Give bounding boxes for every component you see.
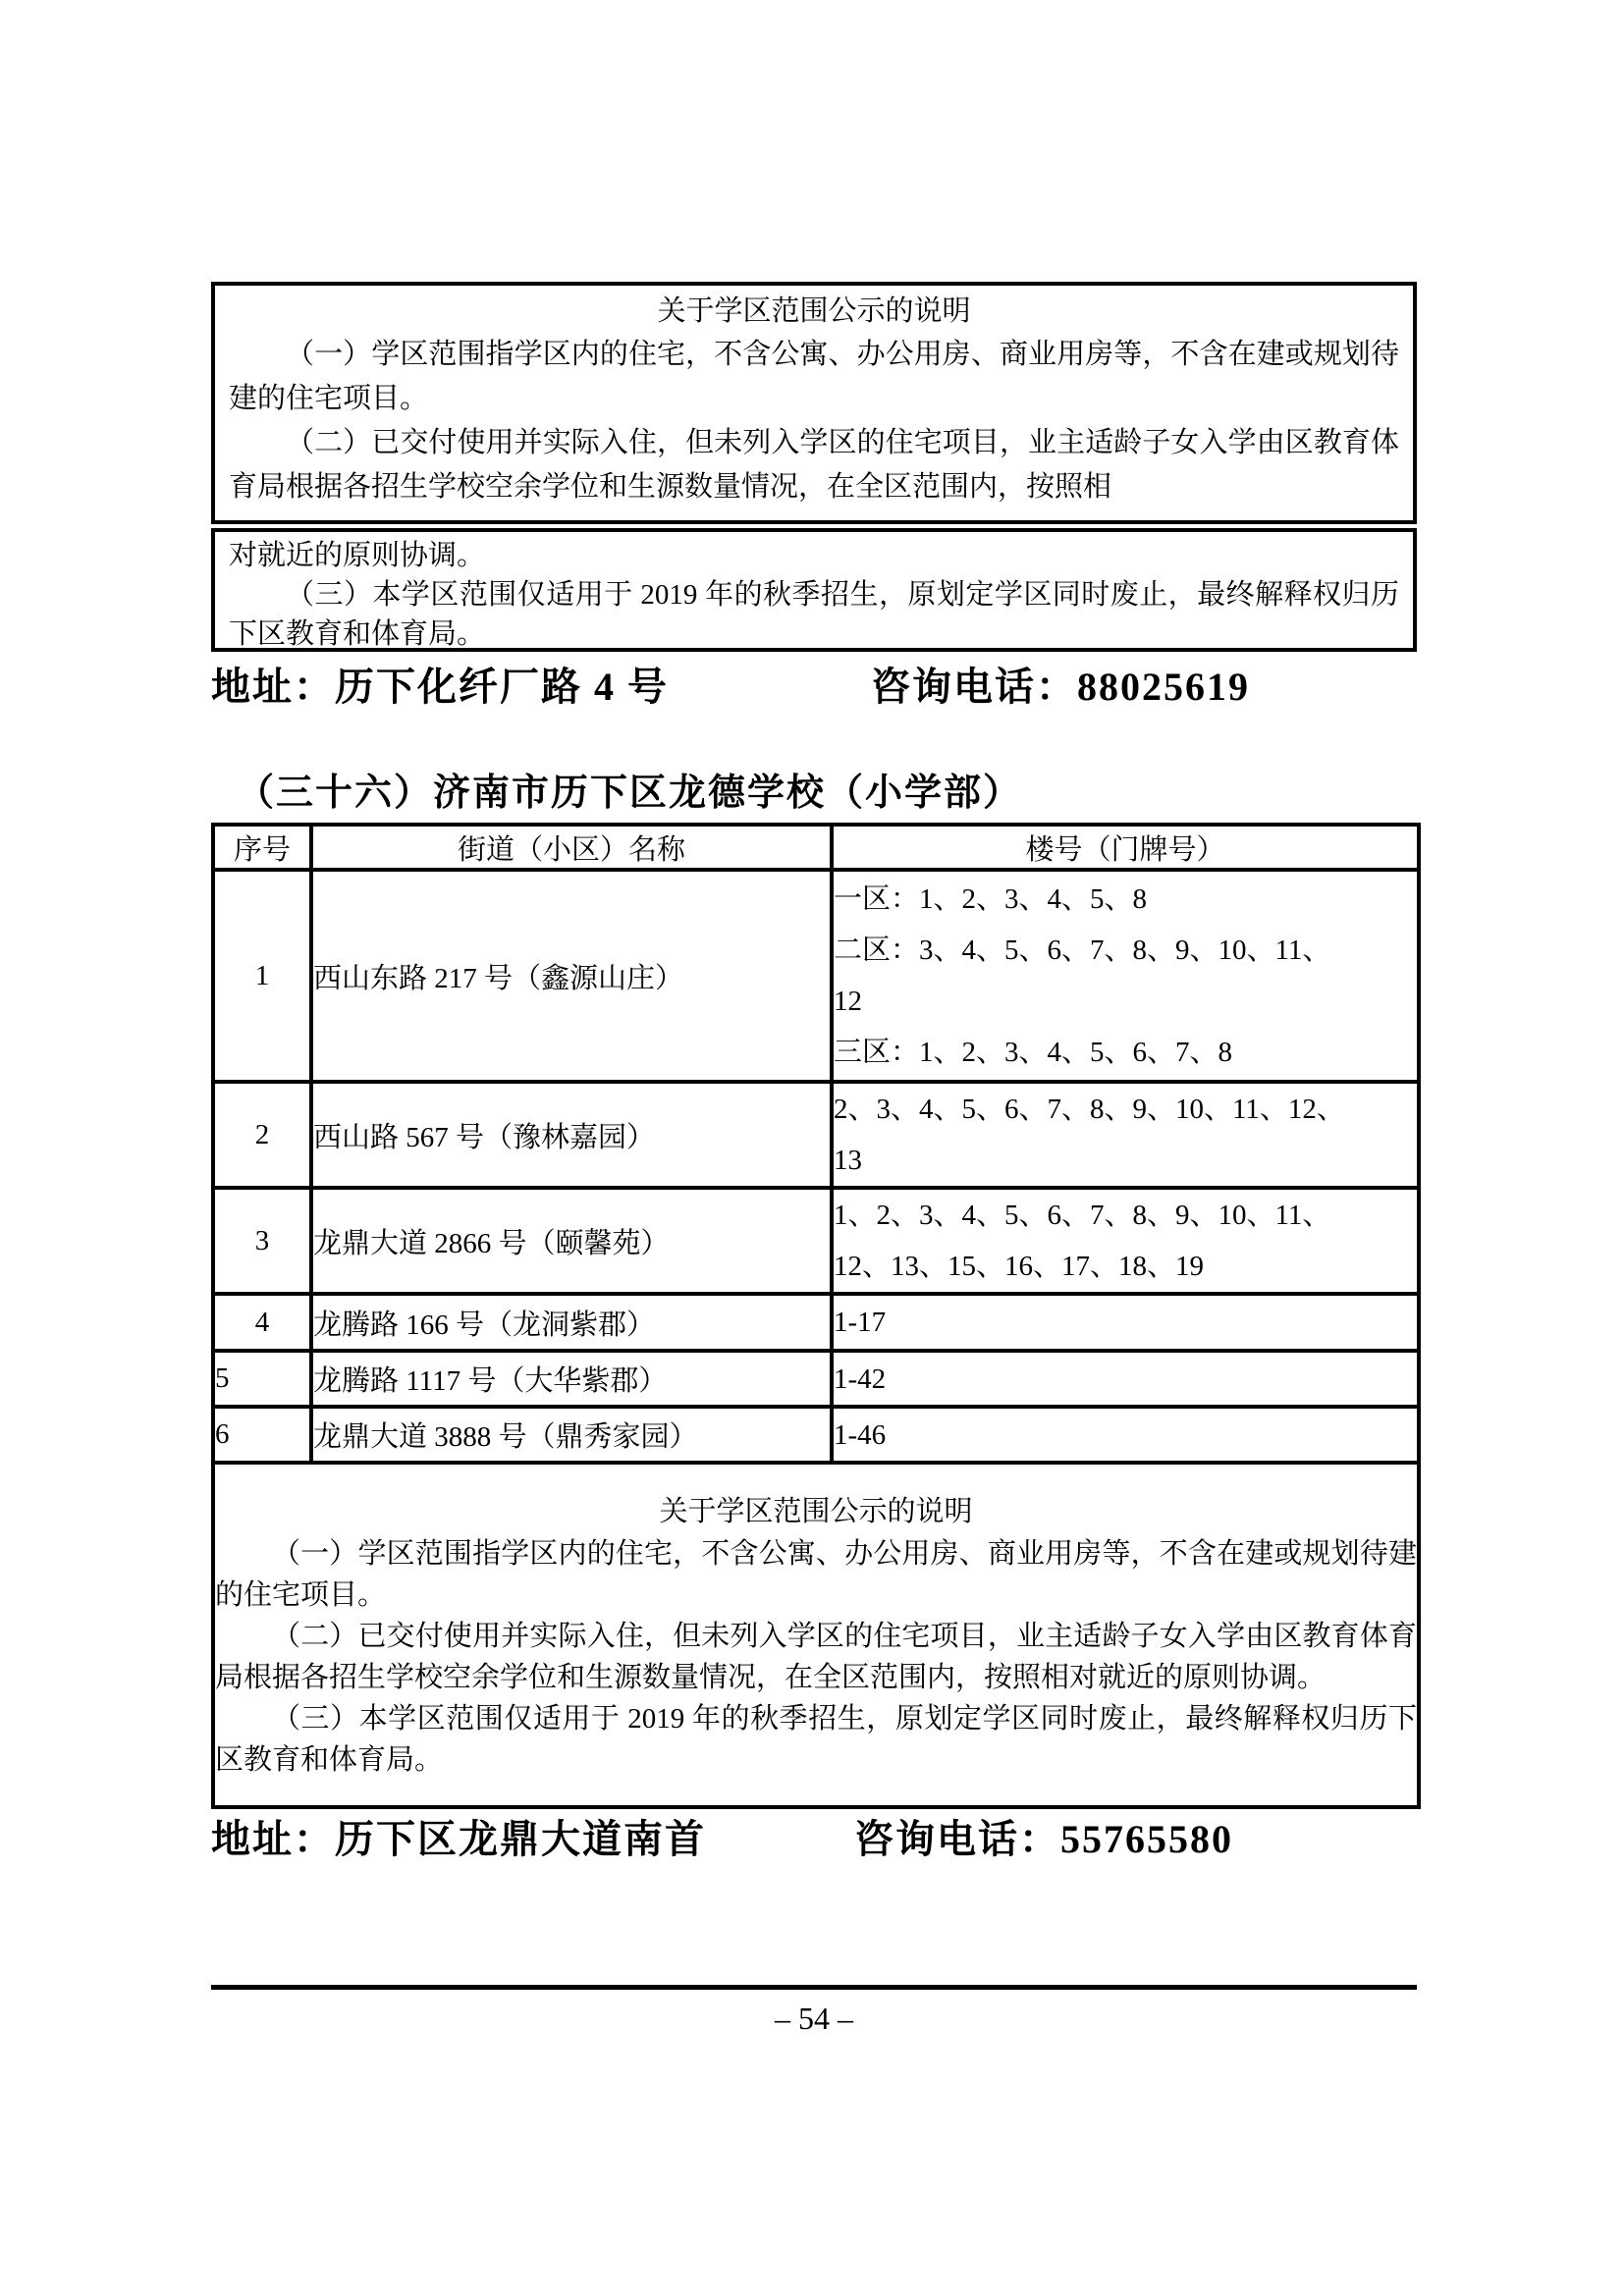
- buildings-line: 12: [834, 986, 862, 1017]
- buildings-line: 1-46: [834, 1418, 887, 1451]
- row-buildings: [832, 1294, 1419, 1351]
- table-row: [213, 1082, 1419, 1188]
- table-row: [213, 1351, 1419, 1407]
- notice-para-3: （三）本学区范围仅适用于 2019 年的秋季招生，原划定学区同时废止，最终解释权归历下区教育和体育局。: [215, 1702, 1417, 1776]
- row-buildings: [832, 1082, 1419, 1188]
- notice-para-1: （一）学区范围指学区内的住宅，不含公寓、办公用房、商业用房等，不含在建或规划待建的住宅项目。: [215, 1537, 1417, 1611]
- notice-box-top-continued: [211, 528, 1417, 652]
- buildings-line: 1、2、3、4、5、6、7、8、9、10、11、: [834, 1200, 1331, 1231]
- address-label: 地址：历下化纤厂路 4 号: [211, 665, 669, 709]
- row-no: 5: [213, 1351, 311, 1407]
- table-row: [213, 1407, 1419, 1463]
- address-label: 地址：历下区龙鼎大道南首: [211, 1817, 706, 1861]
- buildings-line: 13: [834, 1145, 862, 1176]
- address-value: 历下化纤厂路 4 号: [335, 665, 669, 709]
- table-row: [213, 870, 1419, 1082]
- notice-para-2: （二）已交付使用并实际入住，但未列入学区的住宅项目，业主适龄子女入学由区教育体育局根据各招生学校空余学位和生源数量情况，在全区范围内，按照相对就近的原则协调。: [215, 1620, 1417, 1693]
- row-no: 1: [213, 870, 311, 1082]
- row-street: 龙腾路 1117 号（大华紫郡）: [311, 1351, 832, 1407]
- row-street: 龙腾路 166 号（龙洞紫郡）: [311, 1294, 832, 1351]
- row-buildings: [832, 1351, 1419, 1407]
- buildings-line: 三区：1、2、3、4、5、6、7、8: [834, 1037, 1233, 1068]
- row-no: 3: [213, 1188, 311, 1294]
- row-street: 西山东路 217 号（鑫源山庄）: [311, 870, 832, 1082]
- section-heading: （三十六）济南市历下区龙德学校（小学部）: [237, 773, 1023, 814]
- address-value: 历下区龙鼎大道南首: [335, 1817, 706, 1861]
- row-street: 西山路 567 号（豫林嘉园）: [311, 1082, 832, 1188]
- header-street: 街道（小区）名称: [311, 825, 832, 870]
- table-row: [213, 1188, 1419, 1294]
- buildings-line: 1-17: [834, 1307, 887, 1338]
- notice-title: 关于学区范围公示的说明: [659, 1495, 973, 1527]
- row-no: 2: [213, 1082, 311, 1188]
- prev-school-contact-line: [211, 656, 1417, 712]
- notice-para-3: （三）本学区范围仅适用于 2019 年的秋季招生，原划定学区同时废止，最终解释权归历下区教育和体育局。: [229, 579, 1399, 650]
- row-street: 龙鼎大道 2866 号（颐馨苑）: [311, 1188, 832, 1294]
- buildings-line: 1-42: [834, 1362, 887, 1395]
- footer-rule: [211, 1985, 1417, 1990]
- notice-para-1: （一）学区范围指学区内的住宅，不含公寓、办公用房、商业用房等，不含在建或规划待建的住宅项目。: [229, 339, 1399, 414]
- buildings-line: 12、13、15、16、17、18、19: [834, 1251, 1205, 1282]
- phone-value: 88025619: [1077, 665, 1250, 709]
- notice-box-bottom: [215, 1490, 1417, 1781]
- row-no: 6: [213, 1407, 311, 1463]
- row-street: 龙鼎大道 3888 号（鼎秀家园）: [311, 1407, 832, 1463]
- phone-label: 咨询电话：55765580: [854, 1817, 1233, 1861]
- row-buildings: [832, 1407, 1419, 1463]
- page-number: – 54 –: [775, 2001, 853, 2036]
- row-buildings: [832, 1188, 1419, 1294]
- phone-label: 咨询电话：88025619: [871, 665, 1250, 709]
- header-no: 序号: [213, 825, 311, 870]
- row-no: 4: [213, 1294, 311, 1351]
- buildings-line: 一区：1、2、3、4、5、8: [834, 883, 1148, 915]
- notice-title: 关于学区范围公示的说明: [657, 295, 971, 327]
- notice-para-2: （二）已交付使用并实际入住，但未列入学区的住宅项目，业主适龄子女入学由区教育体育局根据各招生学校空余学位和生源数量情况，在全区范围内，按照相: [229, 427, 1399, 503]
- notice-box-top: [211, 282, 1417, 524]
- district-table: [211, 823, 1421, 1809]
- notice-para-2-continued: 对就近的原则协调。: [229, 540, 486, 571]
- table-header-row: [213, 825, 1419, 870]
- header-buildings: 楼号（门牌号）: [832, 825, 1419, 870]
- phone-value: 55765580: [1060, 1817, 1233, 1861]
- buildings-line: 二区：3、4、5、6、7、8、9、10、11、: [834, 934, 1331, 966]
- table-row: [213, 1294, 1419, 1351]
- current-school-contact-line: [211, 1808, 1417, 1864]
- buildings-line: 2、3、4、5、6、7、8、9、10、11、12、: [834, 1094, 1345, 1125]
- row-buildings: [832, 870, 1419, 1082]
- table-note-row: [213, 1463, 1419, 1807]
